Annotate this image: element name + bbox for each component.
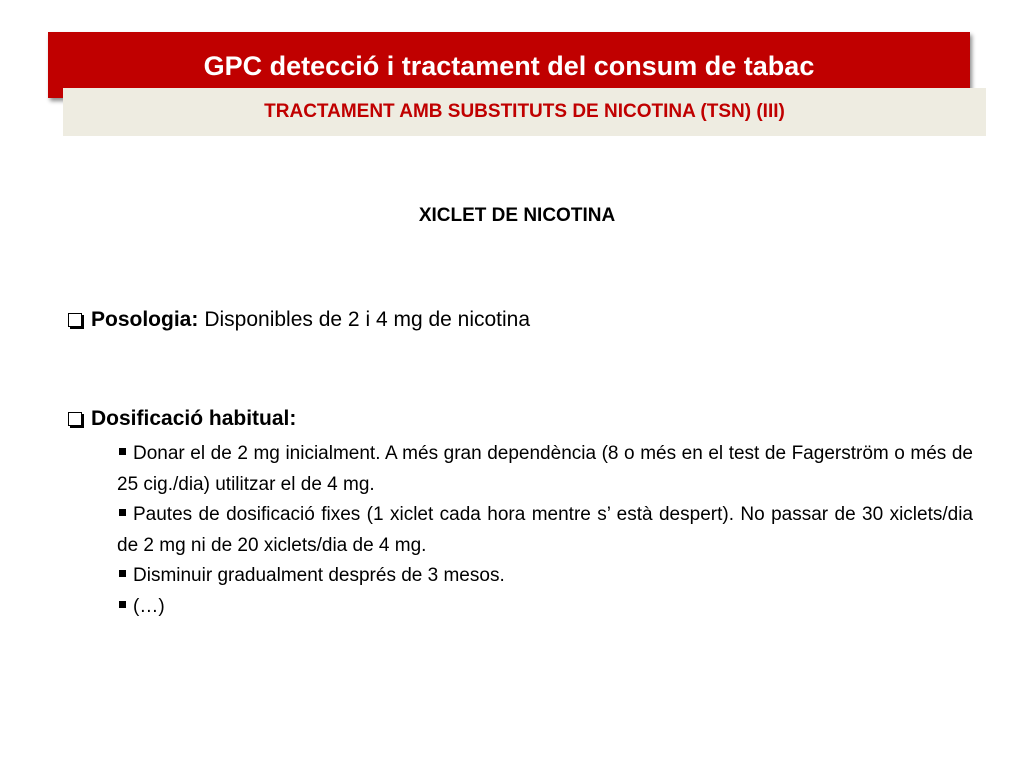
checkbox-icon <box>68 313 82 327</box>
list-item <box>117 592 973 623</box>
bullet-text: (…) <box>133 595 165 617</box>
section-heading: XICLET DE NICOTINA <box>418 205 616 226</box>
dosificacio-label: Dosificació habitual: <box>91 407 297 430</box>
dosificacio-item <box>66 405 296 433</box>
checkbox-icon <box>68 412 82 426</box>
bullet-text: Donar el de 2 mg inicialment. A més gran dependència (8 o més en el test de Fagerström o més de 25 cig./dia) utilitzar el de 4 mg. <box>117 443 973 495</box>
square-bullet-icon <box>119 601 126 608</box>
bullet-text: Disminuir gradualment després de 3 mesos. <box>133 565 505 586</box>
slide-subtitle: TRACTAMENT AMB SUBSTITUTS DE NICOTINA (TSN) (III) <box>264 101 785 122</box>
square-bullet-icon <box>119 448 126 455</box>
posologia-value: Disponibles de 2 i 4 mg de nicotina <box>204 308 531 331</box>
bullet-text: Pautes de dosificació fixes (1 xiclet cada hora mentre s’ està despert). No passar de 30 xiclets/dia de 2 mg ni de 20 xiclets/dia de 4 mg. <box>117 504 973 556</box>
posologia-label: Posologia: <box>91 308 199 331</box>
list-item <box>117 561 973 592</box>
square-bullet-icon <box>119 509 126 516</box>
slide-title: GPC detecció i tractament del consum de tabac <box>203 51 815 81</box>
square-bullet-icon <box>119 570 126 577</box>
list-item <box>117 500 973 561</box>
dosage-bullet-list <box>117 439 973 622</box>
list-item <box>117 439 973 500</box>
posologia-item <box>66 306 530 334</box>
